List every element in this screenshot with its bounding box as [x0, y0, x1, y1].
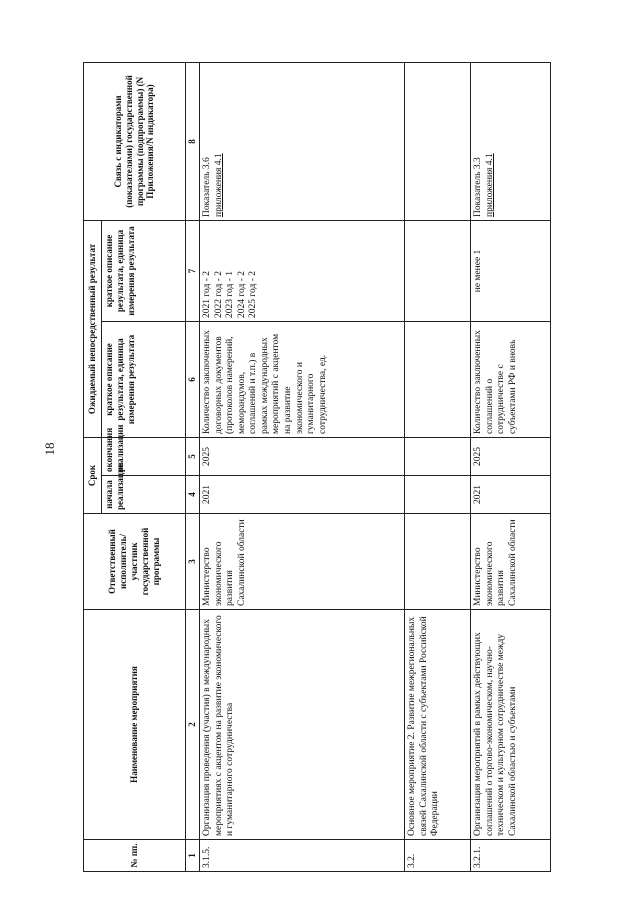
col-number: 6 — [186, 321, 200, 437]
header-term-end: окончания реализации — [102, 437, 186, 475]
page-number: 18 — [42, 442, 57, 456]
column-number-row — [186, 62, 200, 871]
row-value: 2021 год - 2 — [202, 270, 212, 318]
row-end: 2025 — [200, 437, 405, 475]
row-desc: Количество заключенных соглашений о сотрудничестве с субъектами РФ и вновь — [471, 321, 551, 437]
row-value: 2023 год - 1 — [225, 270, 236, 318]
row-value: 2022 год - 2 — [213, 270, 224, 318]
measures-table — [83, 62, 551, 872]
rotated-table-container — [83, 63, 550, 872]
col-number: 7 — [186, 220, 200, 321]
col-number: 1 — [186, 840, 200, 872]
row-link-text: Показатель 3.3 — [473, 157, 483, 217]
row-link-ref: приложения 4.1 — [213, 153, 224, 217]
row-exec: Министерство экономического развития Сахалинской области — [200, 514, 405, 610]
row-exec: Министерство экономического развития Сахалинской области — [471, 514, 551, 610]
row-start: 2021 — [200, 476, 405, 514]
row-link — [471, 62, 551, 220]
row-name: Организация проведения (участия) в международных мероприятиях с акцентом на развитие экономического и гуманитарного сотрудничества — [200, 610, 405, 840]
row-empty — [405, 321, 471, 437]
row-empty — [405, 220, 471, 321]
col-number: 3 — [186, 514, 200, 610]
row-values — [471, 220, 551, 321]
header-exp-short: краткое описание результата, единица измерения результата — [102, 220, 186, 321]
row-desc: Количество заключенных договорных документов (протоколов намерений, меморандумов, соглашений и т.п.) в рамках международных мероприятий с акцентом на развитие экономического и гуманитарного сотрудничества, ед. — [200, 321, 405, 437]
row-value: 2024 год - 2 — [236, 270, 247, 318]
row-value: 2025 год - 2 — [248, 270, 259, 318]
row-num: 3.2. — [405, 840, 471, 872]
row-empty — [405, 476, 471, 514]
row-empty — [405, 437, 471, 475]
row-name: Основное мероприятие 2. Развитие межрегиональных связей Сахалинской области с субъектами Российской Федерации — [405, 610, 471, 840]
row-empty — [405, 514, 471, 610]
row-values — [200, 220, 405, 321]
row-start: 2021 — [471, 476, 551, 514]
table-row — [405, 62, 471, 871]
row-num: 3.1.5. — [200, 840, 405, 872]
row-name: Организация мероприятий в рамках действующих соглашений о торгово-экономическом, научно-техническом и культурном сотрудничестве между Сахалинской областью и субъектами — [471, 610, 551, 840]
header-expected: Ожидаемый непосредственный результат — [84, 220, 102, 437]
row-value: не менее 1 — [473, 249, 483, 293]
header-term-start: начала реализации — [102, 476, 186, 514]
row-link-text: Показатель 3.6 — [202, 157, 212, 217]
col-number: 2 — [186, 610, 200, 840]
header-num: № пп. — [84, 840, 186, 872]
row-empty — [405, 62, 471, 220]
header-link: Связь с индикаторами (показателями) государственной программы (подпрограммы) (N Приложения/N индикатора) — [84, 62, 186, 220]
header-exec: Ответственный исполнитель/участник государственной программы — [84, 514, 186, 610]
row-link — [200, 62, 405, 220]
col-number: 8 — [186, 62, 200, 220]
header-exp-desc: краткое описание результата, единица измерения результата — [102, 321, 186, 437]
row-end: 2025 — [471, 437, 551, 475]
table-row — [471, 62, 551, 871]
row-num: 3.2.1. — [471, 840, 551, 872]
row-link-ref: приложения 4.1 — [484, 153, 495, 217]
header-row-1 — [84, 62, 102, 871]
header-name: Наименование мероприятия — [84, 610, 186, 840]
col-number: 5 — [186, 437, 200, 475]
col-number: 4 — [186, 476, 200, 514]
table-row — [200, 62, 405, 871]
header-term: Срок — [84, 437, 102, 513]
